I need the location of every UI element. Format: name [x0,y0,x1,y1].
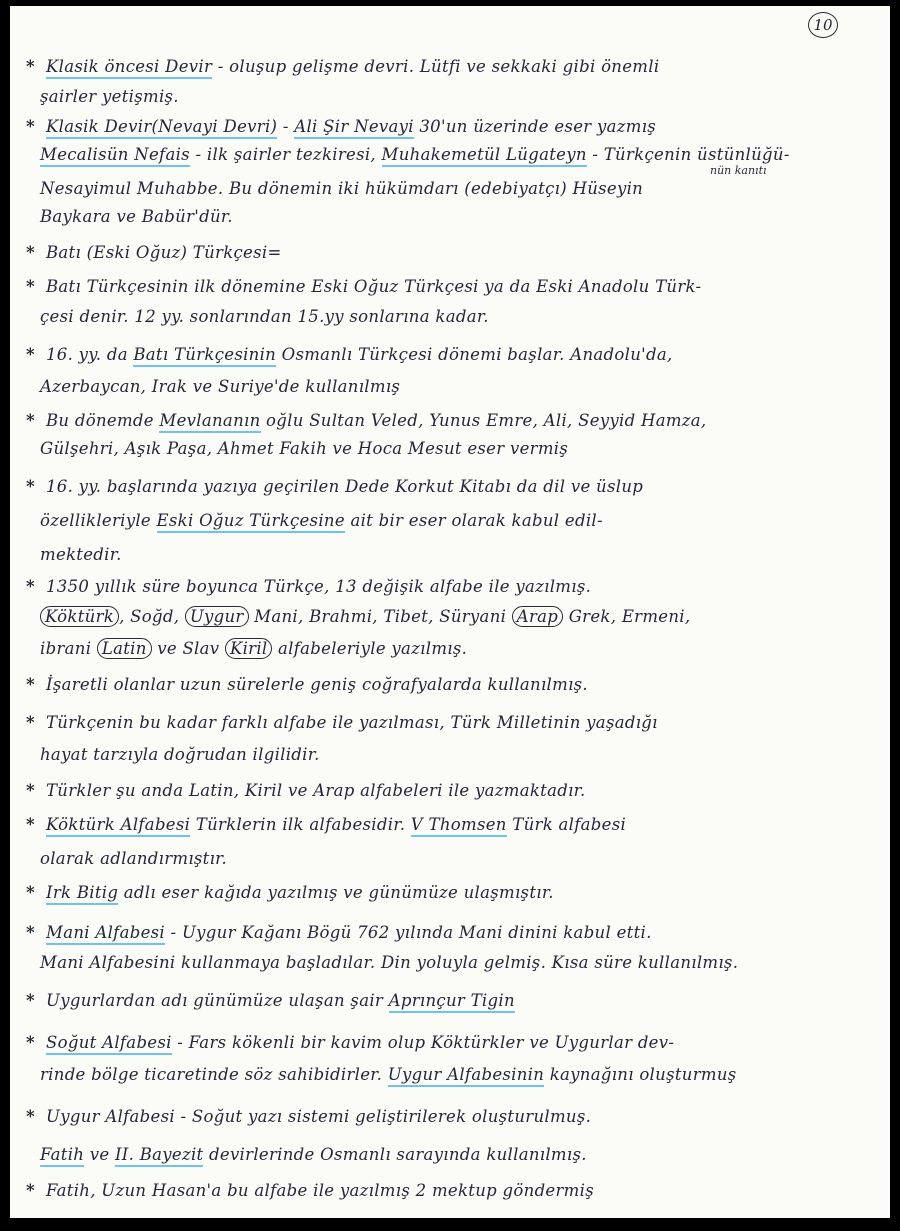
text: hayat tarzıyla doğrudan ilgilidir. [40,745,320,764]
bullet-star-icon: * [26,57,35,76]
note-line [26,410,876,432]
text: - [277,117,295,136]
text: Türk alfabesi [506,815,627,834]
bullet-star-icon: * [26,411,35,430]
notebook-page [10,6,890,1218]
note-line [40,1064,876,1086]
circled-term: Kiril [225,638,273,659]
bullet-star-icon: * [26,883,35,902]
text: Mani, Brahmi, Tibet, Süryani [248,607,512,626]
text: - oluşup gelişme devri. Lütfi ve sekkaki gibi önemli [212,57,660,76]
text: Türklerin ilk alfabesidir. [190,815,411,834]
text: , Soğd, [119,607,185,626]
note-line [26,116,876,138]
text: ait bir eser olarak kabul edil- [344,511,603,530]
bullet-star-icon: * [26,243,35,262]
note-line [40,510,876,532]
text: Batı Türkçesinin ilk dönemine Eski Oğuz Türkçesi ya da Eski Anadolu Türk- [46,277,702,296]
note-line [26,882,876,904]
text: - Fars kökenli bir kavim olup Köktürkler ve Uygurlar dev- [171,1033,675,1052]
note-line [26,712,876,734]
underlined-term: Mani Alfabesi [46,923,165,945]
margin-note: nün kanıtı [710,164,767,177]
underlined-term: V Thomsen [411,815,507,837]
underlined-term: Uygur Alfabesinin [388,1065,544,1087]
bullet-star-icon: * [26,1033,35,1052]
bullet-star-icon: * [26,781,35,800]
bullet-star-icon: * [26,1181,35,1200]
note-line [26,1180,876,1202]
bullet-star-icon: * [26,713,35,732]
text: ve Slav [151,639,225,658]
text: alfabeleriyle yazılmış. [272,639,468,658]
circled-term: Köktürk [40,606,119,627]
note-line [40,952,876,974]
underlined-term: Soğut Alfabesi [46,1033,172,1055]
bullet-star-icon: * [26,1107,35,1126]
underlined-term: II. Bayezit [115,1145,203,1167]
text: kaynağını oluşturmuş [544,1065,737,1084]
note-line [40,1144,876,1166]
page-number-circle [808,12,838,38]
note-line [26,814,876,836]
bullet-star-icon: * [26,277,35,296]
bullet-star-icon: * [26,675,35,694]
note-line [40,376,876,398]
bullet-star-icon: * [26,477,35,496]
underlined-term: Mecalisün Nefais [40,145,190,167]
note-line [26,990,876,1012]
note-line [40,178,876,200]
text: ibrani [40,639,97,658]
underlined-term: Ali Şir Nevayi [294,117,414,139]
page-number: 10 [813,16,833,34]
note-line [26,1106,876,1128]
text: Grek, Ermeni, [563,607,691,626]
bullet-star-icon: * [26,991,35,1010]
text: özellikleriyle [40,511,157,530]
note-line [40,144,876,166]
underlined-term: Köktürk Alfabesi [46,815,190,837]
circled-term: Uygur [185,606,249,627]
text: Batı (Eski Oğuz) Türkçesi= [46,243,282,262]
note-line [26,780,876,802]
text: - Uygur Kağanı Bögü 762 yılında Mani dinini kabul etti. [165,923,652,942]
underlined-term: Mevlananın [159,411,260,433]
note-line [26,576,876,598]
note-line [40,206,876,228]
text: 30'un üzerinde eser yazmış [413,117,657,136]
text: mektedir. [40,545,122,564]
text: Azerbaycan, Irak ve Suriye'de kullanılmış [40,377,401,396]
text: devirlerinde Osmanlı sarayında kullanılmış. [203,1145,587,1164]
note-line [40,744,876,766]
text: Osmanlı Türkçesi dönemi başlar. Anadolu'da, [276,345,673,364]
note-line [26,1032,876,1054]
circled-term: Latin [97,638,152,659]
underlined-term: Batı Türkçesinin [133,345,276,367]
text: rinde bölge ticaretinde söz sahibidirler. [40,1065,388,1084]
bullet-star-icon: * [26,345,35,364]
underlined-term: Fatih [40,1145,84,1167]
text: İşaretli olanlar uzun sürelerle geniş coğrafyalarda kullanılmış. [46,675,588,694]
bullet-star-icon: * [26,117,35,136]
text: şairler yetişmiş. [40,87,179,106]
note-line [40,438,876,460]
circled-term: Arap [512,606,563,627]
note-line [40,638,876,660]
text: 16. yy. başlarında yazıya geçirilen Dede Korkut Kitabı da dil ve üslup [46,477,644,496]
text: adlı eser kağıda yazılmış ve günümüze ulaşmıştır. [118,883,554,902]
text: Uygurlardan adı günümüze ulaşan şair [46,991,389,1010]
text: Uygur Alfabesi - Soğut yazı sistemi geliştirilerek oluşturulmuş. [46,1107,592,1126]
text: Mani Alfabesini kullanmaya başladılar. Din yoluyla gelmiş. Kısa süre kullanılmış. [40,953,739,972]
text: Baykara ve Babür'dür. [40,207,233,226]
text: 1350 yıllık süre boyunca Türkçe, 13 değişik alfabe ile yazılmış. [46,577,592,596]
text: Türkler şu anda Latin, Kiril ve Arap alfabeleri ile yazmaktadır. [46,781,586,800]
note-line [40,606,876,628]
bullet-star-icon: * [26,815,35,834]
underlined-term: Eski Oğuz Türkçesine [157,511,345,533]
text: - Türkçenin üstünlüğü- [586,145,790,164]
text: Türkçenin bu kadar farklı alfabe ile yazılması, Türk Milletinin yaşadığı [46,713,658,732]
text: çesi denir. 12 yy. sonlarından 15.yy sonlarına kadar. [40,307,489,326]
bullet-star-icon: * [26,923,35,942]
note-line [40,848,876,870]
note-line [40,86,876,108]
underlined-term: Aprınçur Tigin [389,991,515,1013]
underlined-term: Klasik öncesi Devir [46,57,212,79]
note-line [26,674,876,696]
text: olarak adlandırmıştır. [40,849,228,868]
text: 16. yy. da [46,345,134,364]
text: oğlu Sultan Veled, Yunus Emre, Ali, Seyyid Hamza, [260,411,707,430]
note-line [26,276,876,298]
underlined-term: Irk Bitig [46,883,118,905]
note-line [26,344,876,366]
note-line [40,544,876,566]
note-line [26,56,876,78]
note-line [26,922,876,944]
underlined-term: Muhakemetül Lügateyn [382,145,587,167]
text: - ilk şairler tezkiresi, [189,145,382,164]
note-line [26,242,876,264]
text: Gülşehri, Aşık Paşa, Ahmet Fakih ve Hoca Mesut eser vermiş [40,439,569,458]
text: ve [84,1145,115,1164]
note-line [26,476,876,498]
text: Bu dönemde [46,411,160,430]
text: Fatih, Uzun Hasan'a bu alfabe ile yazılmış 2 mektup göndermiş [46,1181,594,1200]
note-line [40,306,876,328]
bullet-star-icon: * [26,577,35,596]
text: Nesayimul Muhabbe. Bu dönemin iki hükümdarı (edebiyatçı) Hüseyin [40,179,644,198]
underlined-term: Klasik Devir(Nevayi Devri) [46,117,277,139]
